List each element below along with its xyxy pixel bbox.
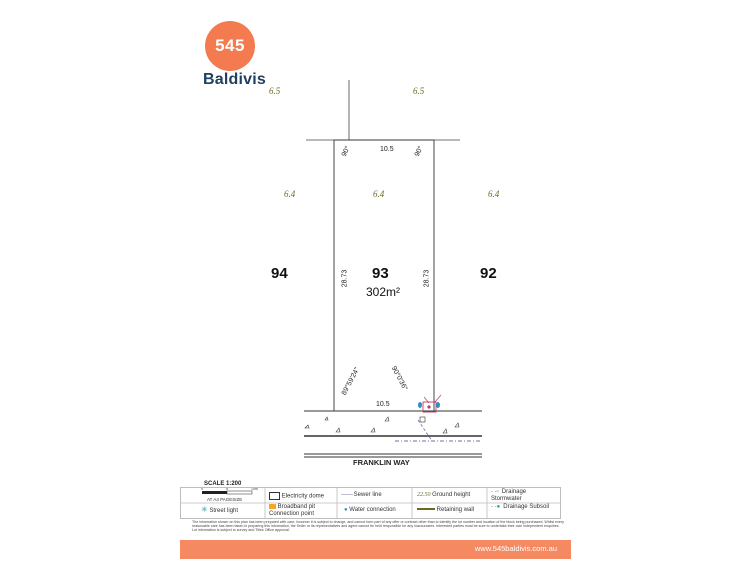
sewer-connection xyxy=(418,420,432,441)
bearing-label: 89°59'24" xyxy=(340,366,362,397)
legend-broadband: Broadband pit Connection point xyxy=(269,504,316,517)
verge-markers xyxy=(305,417,459,433)
subsoil-icon: - -● xyxy=(491,504,501,510)
right-depth-dimension: 28.73 xyxy=(423,269,431,288)
stormwater-icon: - -▫ xyxy=(491,489,499,495)
legend-water-connection: ● Water connection xyxy=(344,507,396,513)
street-light-icon: ✳ xyxy=(201,505,208,514)
legend-street-light: ✳ Street light xyxy=(201,505,239,514)
lot-number-94: 94 xyxy=(271,265,288,282)
rear-width-dimension: 10.5 xyxy=(380,146,394,153)
street-name: FRANKLIN WAY xyxy=(353,458,410,467)
frontage-width-dimension: 10.5 xyxy=(376,401,390,408)
logo-number: 545 xyxy=(215,36,245,55)
legend-ground-height: 22.50 Ground height xyxy=(417,492,471,498)
legend-retaining-wall: Retaining wall xyxy=(417,507,474,514)
lot-number-93: 93 xyxy=(372,265,389,282)
ground-height: 6.5 xyxy=(269,86,281,96)
bearing-label: 90°0'36" xyxy=(389,365,409,392)
water-connection-icon xyxy=(436,402,440,408)
sewer-line-icon: —·— xyxy=(341,492,352,498)
ground-height: 6.4 xyxy=(284,189,296,199)
scale-title: SCALE 1:200 xyxy=(204,481,242,487)
retaining-wall-icon xyxy=(417,508,435,510)
footer-bar xyxy=(180,540,571,559)
ground-height: 6.4 xyxy=(488,189,500,199)
meter-box-icon xyxy=(420,417,425,422)
left-depth-dimension: 28.73 xyxy=(341,269,349,288)
angle-label: 90° xyxy=(413,145,425,158)
disclaimer-text: The information shown on this plan has been prepared with care, however it is subject to change, and cannot form part of any offer or contract other than to identify the lot number and location of the block being purchased. Whilst every reasonable care has been taken in preparing this information, the Seller or its representatives and agent cannot be held responsible for any inaccuracies. Interested parties must be sure to undertake their own independent enquiries. Lot information is subject to survey and Titles Office approval. xyxy=(192,520,564,533)
legend-drainage-stormwater: - -▫ Drainage Stormwater xyxy=(491,489,527,502)
legend-drainage-subsoil: - -● Drainage Subsoil xyxy=(491,504,549,510)
broadband-pit-legend-icon xyxy=(269,504,276,509)
legend-sewer-line: —·— Sewer line xyxy=(341,492,382,498)
ground-height: 6.4 xyxy=(373,189,385,199)
water-connection-icon xyxy=(418,402,422,408)
legend-electricity-dome: Electricity dome xyxy=(269,492,324,500)
angle-label: 90° xyxy=(340,145,352,158)
ground-height: 6.5 xyxy=(413,86,425,96)
broadband-pit-icon xyxy=(427,405,430,408)
brand-name: Baldivis xyxy=(203,71,266,88)
legend xyxy=(180,487,561,519)
water-drop-icon: ● xyxy=(344,507,348,513)
scale-note: AT A4 PAGESIZE xyxy=(207,497,243,502)
electricity-dome-icon xyxy=(269,492,280,500)
lot-number-92: 92 xyxy=(480,265,497,282)
lot-area: 302m² xyxy=(366,285,401,299)
website-link[interactable]: www.545baldivis.com.au xyxy=(474,544,557,553)
